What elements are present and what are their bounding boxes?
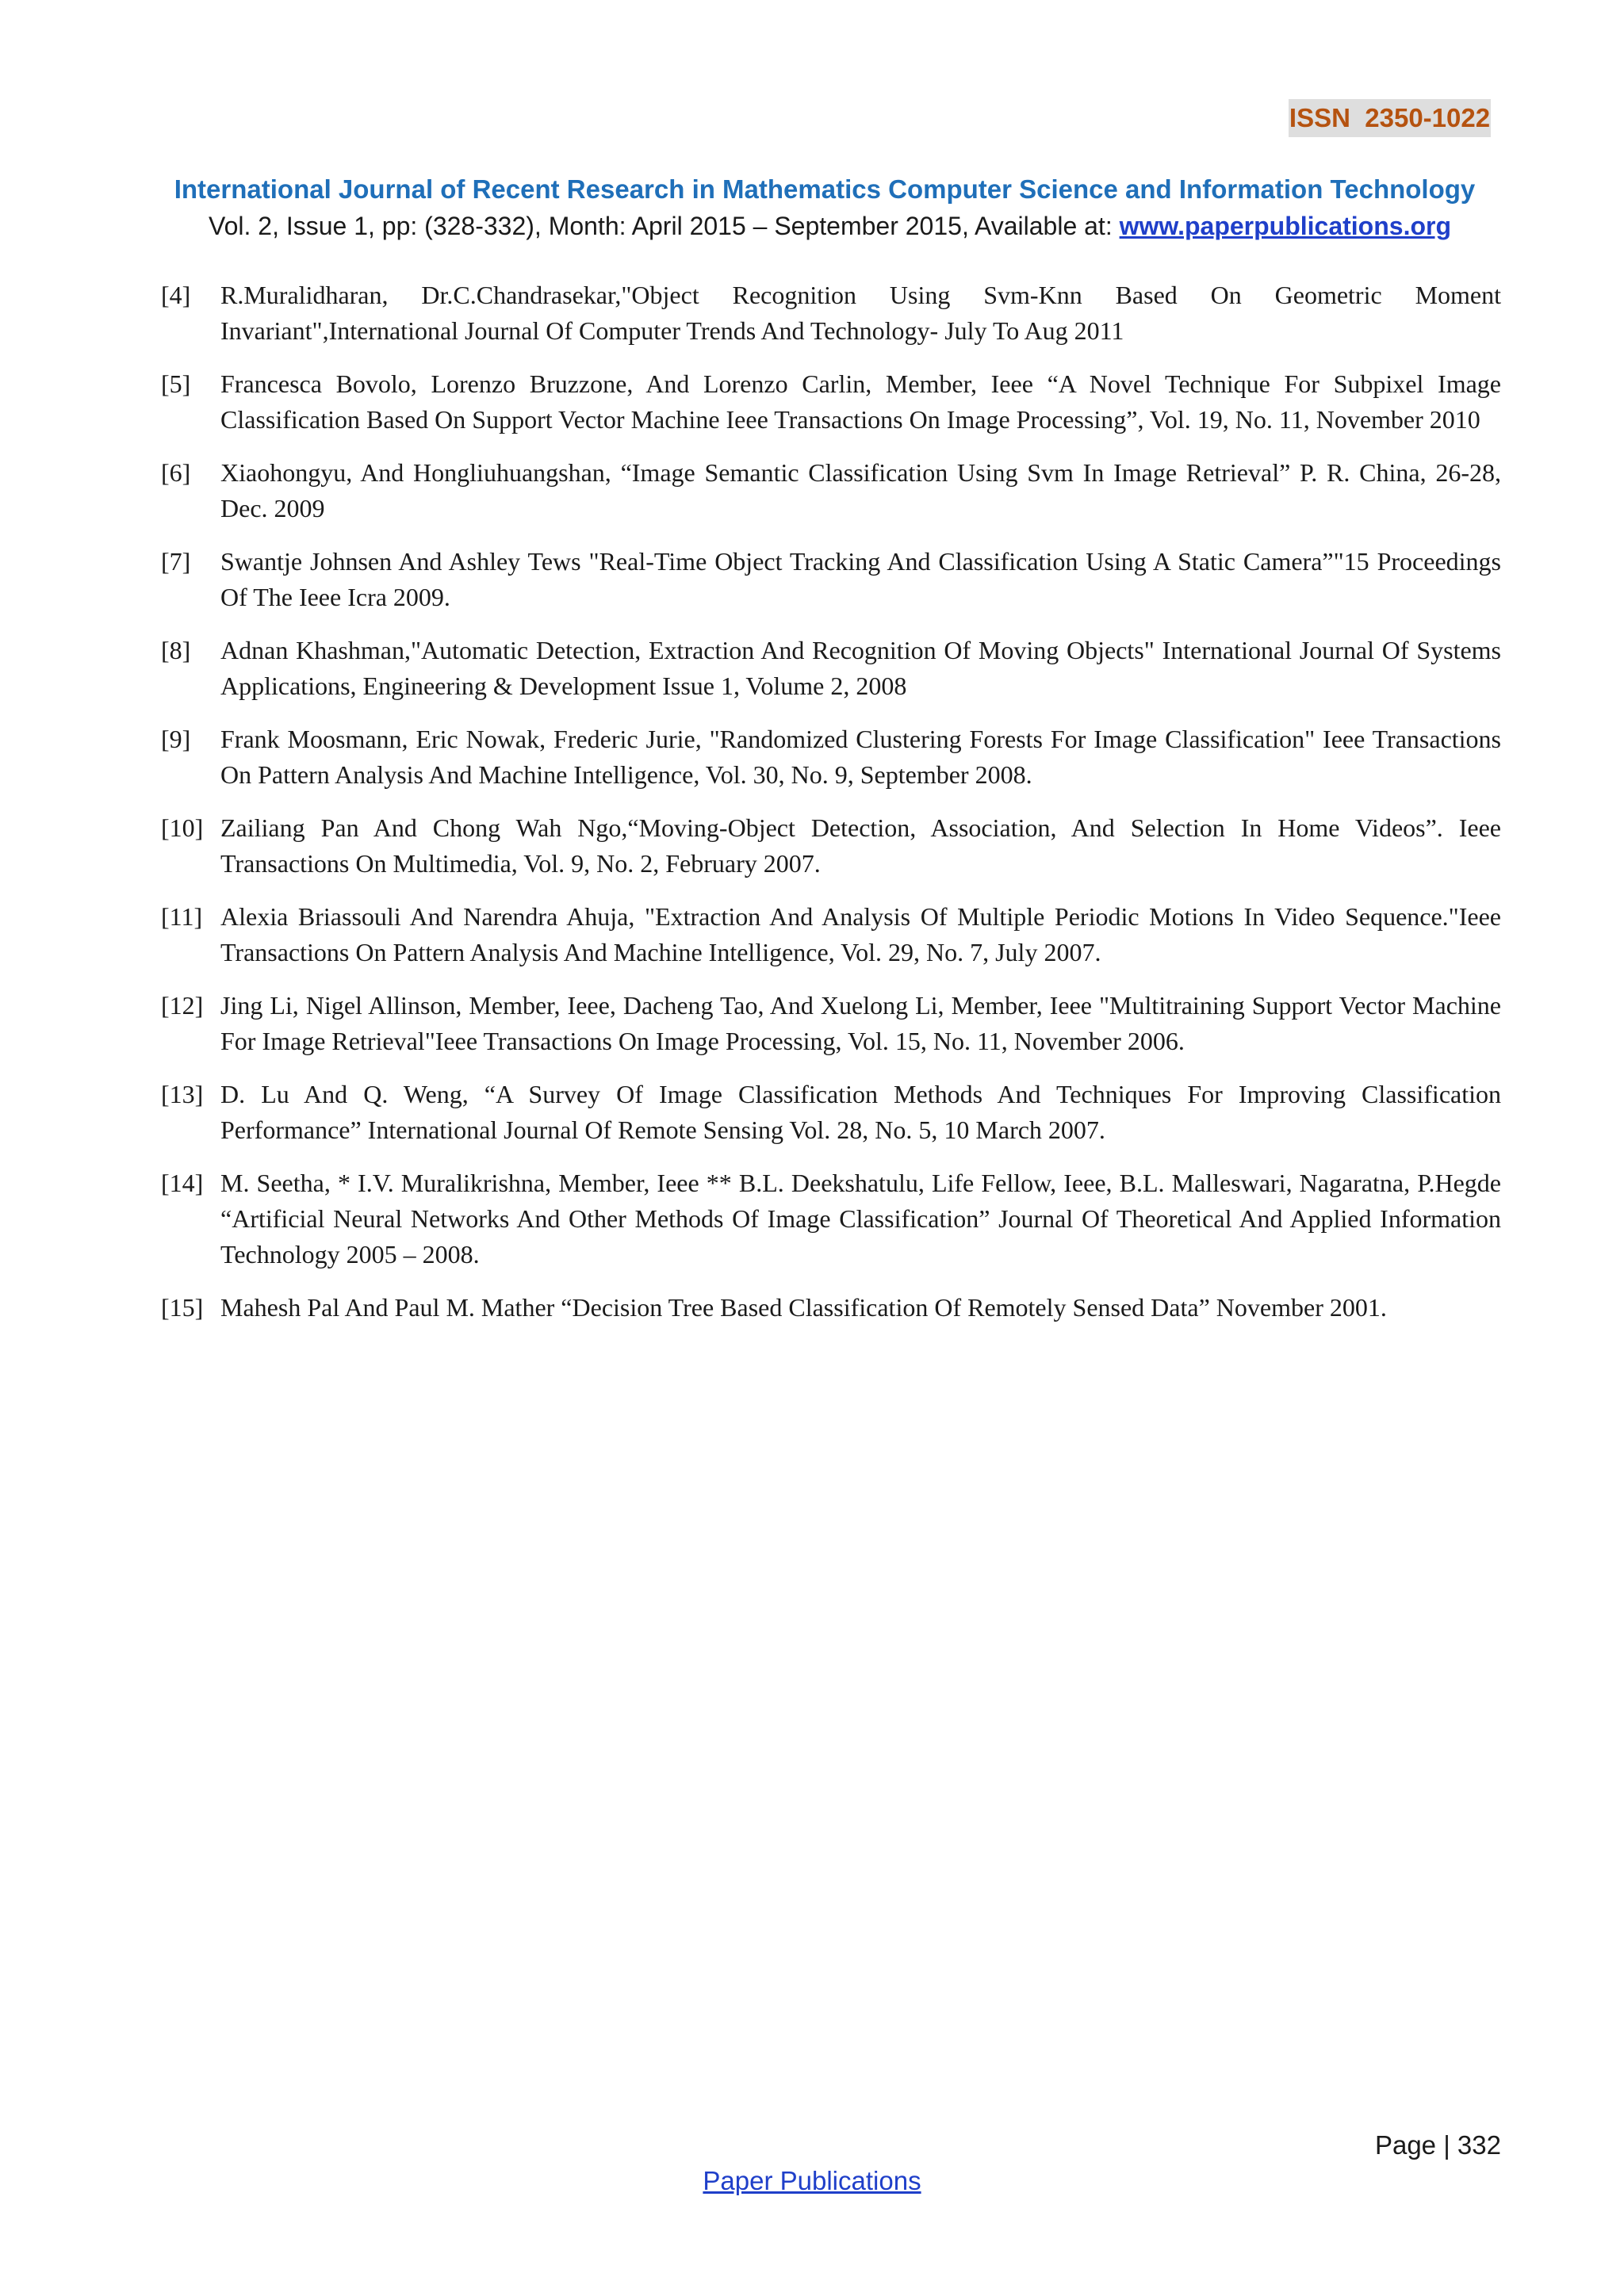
reference-number: [5]: [161, 369, 191, 398]
journal-website-link[interactable]: www.paperpublications.org: [1119, 212, 1451, 240]
reference-number: [4]: [161, 281, 191, 309]
reference-text: Adnan Khashman,"Automatic Detection, Extraction And Recognition Of Moving Objects" International Journal Of Systems Applications, Engineering & Development Issue 1, Volume 2, 2008: [220, 636, 1501, 700]
reference-text: M. Seetha, * I.V. Muralikrishna, Member, Ieee ** B.L. Deekshatulu, Life Fellow, Ieee, B.L. Malleswari, Nagaratna, P.Hegde “Artificial Neural Networks And Other Methods Of Image Classification” Journal Of Theoretical And Applied Information Technology 2005 – 2008.: [220, 1169, 1501, 1269]
reference-number: [10]: [161, 813, 204, 842]
reference-text: Zailiang Pan And Chong Wah Ngo,“Moving-Object Detection, Association, And Selection In Home Videos”. Ieee Transactions On Multimedia, Vol. 9, No. 2, February 2007.: [220, 813, 1501, 878]
reference-text: Alexia Briassouli And Narendra Ahuja, "Extraction And Analysis Of Multiple Periodic Motions In Video Sequence."Ieee Transactions On Pattern Analysis And Machine Intelligence, Vol. 29, No. 7, July 2007.: [220, 902, 1501, 966]
reference-item: [161, 810, 1501, 882]
reference-text: Frank Moosmann, Eric Nowak, Frederic Jurie, "Randomized Clustering Forests For Image Classification" Ieee Transactions On Pattern Analysis And Machine Intelligence, Vol. 30, No. 9, September 2008.: [220, 725, 1501, 789]
reference-text: R.Muralidharan, Dr.C.Chandrasekar,"Object Recognition Using Svm-Knn Based On Geometric Moment Invariant",International Journal Of Computer Trends And Technology- July To Aug 2011: [220, 281, 1501, 345]
reference-number: [6]: [161, 458, 191, 487]
reference-number: [9]: [161, 725, 191, 753]
reference-text: Swantje Johnsen And Ashley Tews "Real-Time Object Tracking And Classification Using A Static Camera”"15 Proceedings Of The Ieee Icra 2009.: [220, 547, 1501, 611]
reference-item: [161, 366, 1501, 438]
reference-number: [7]: [161, 547, 191, 576]
reference-number: [8]: [161, 636, 191, 664]
reference-item: [161, 1290, 1501, 1326]
reference-item: [161, 988, 1501, 1059]
page-number: Page | 332: [1374, 2130, 1501, 2160]
reference-item: [161, 277, 1501, 349]
reference-text: Francesca Bovolo, Lorenzo Bruzzone, And Lorenzo Carlin, Member, Ieee “A Novel Technique For Subpixel Image Classification Based On Support Vector Machine Ieee Transactions On Image Processing”, Vol. 19, No. 11, November 2010: [220, 369, 1501, 434]
reference-number: [14]: [161, 1169, 204, 1197]
reference-item: [161, 455, 1501, 526]
issn-badge: ISSN 2350-1022: [1289, 99, 1491, 137]
reference-text: Mahesh Pal And Paul M. Mather “Decision Tree Based Classification Of Remotely Sensed Data” November 2001.: [220, 1293, 1387, 1322]
journal-meta-text: Vol. 2, Issue 1, pp: (328-332), Month: April 2015 – September 2015, Available at:: [209, 212, 1120, 240]
reference-item: [161, 721, 1501, 793]
reference-text: Xiaohongyu, And Hongliuhuangshan, “Image Semantic Classification Using Svm In Image Retrieval” P. R. China, 26-28, Dec. 2009: [220, 458, 1501, 522]
reference-list: [161, 277, 1501, 1343]
reference-item: [161, 544, 1501, 615]
reference-item: [161, 1077, 1501, 1148]
reference-text: Jing Li, Nigel Allinson, Member, Ieee, Dacheng Tao, And Xuelong Li, Member, Ieee "Multitraining Support Vector Machine For Image Retrieval"Ieee Transactions On Image Processing, Vol. 15, No. 11, November 2006.: [220, 991, 1501, 1055]
reference-number: [15]: [161, 1293, 204, 1322]
reference-number: [11]: [161, 902, 203, 931]
reference-item: [161, 899, 1501, 970]
journal-title: International Journal of Recent Research in Mathematics Computer Science and Information Technology: [174, 174, 1476, 204]
reference-number: [12]: [161, 991, 204, 1020]
reference-text: D. Lu And Q. Weng, “A Survey Of Image Classification Methods And Techniques For Improving Classification Performance” International Journal Of Remote Sensing Vol. 28, No. 5, 10 March 2007.: [220, 1080, 1501, 1144]
reference-item: [161, 633, 1501, 704]
reference-item: [161, 1165, 1501, 1272]
publisher-link[interactable]: Paper Publications: [703, 2166, 921, 2195]
reference-number: [13]: [161, 1080, 204, 1108]
journal-meta: [159, 208, 1501, 244]
